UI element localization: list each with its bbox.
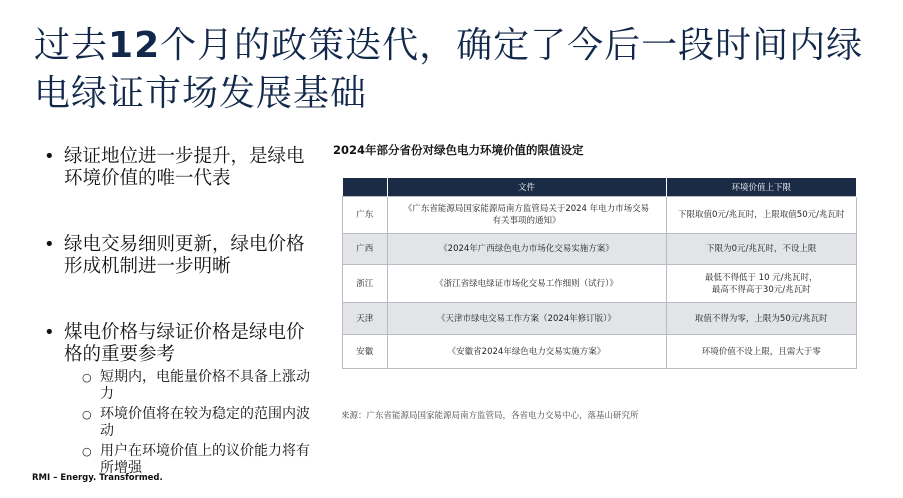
limit-cell: [666, 265, 857, 303]
bullet-item: • 绿证地位进一步提升，是绿电环境价值的唯一代表: [44, 146, 314, 190]
header-document: 文件: [387, 178, 666, 197]
province-cell: 广东: [343, 197, 388, 234]
sub-bullet-item: ○ 短期内，电能量价格不具备上涨动力: [82, 369, 314, 403]
limit-cell: 取值不得为零，上限为50元/兆瓦时: [666, 303, 857, 335]
title-number: 12: [108, 25, 161, 66]
bullet-list: [44, 146, 314, 477]
title-prefix: 过去: [34, 25, 109, 66]
document-cell: 《2024年广西绿色电力市场化交易实施方案》: [387, 234, 666, 265]
limit-line: 最高不得高于30元/兆瓦时: [711, 284, 811, 295]
limit-cell: 下限为0元/兆瓦时，不设上限: [666, 234, 857, 265]
province-cell: 天津: [343, 303, 388, 335]
header-value-limit: 环境价值上下限: [666, 178, 857, 197]
sub-bullet-item: ○ 环境价值将在较为稳定的范围内波动: [82, 406, 314, 440]
province-cell: 浙江: [343, 265, 388, 303]
document-line: 《广东省能源局国家能源局南方监管局关于2024 年电力市场交易: [403, 204, 650, 214]
province-cell: 安徽: [343, 335, 388, 369]
document-cell: 《浙江省绿电绿证市场化交易工作细则（试行）》: [387, 265, 666, 303]
policy-limits-table: [342, 178, 857, 369]
table-title: 2024年部分省份对绿色电力环境价值的限值设定: [333, 143, 584, 157]
footer-brand: RMI – Energy. Transformed.: [32, 473, 163, 483]
table-header-row: [343, 178, 857, 197]
document-cell: 《安徽省2024年绿色电力交易实施方案》: [387, 335, 666, 369]
table-row: [343, 234, 857, 265]
sub-bullet-item: ○ 用户在环境价值上的议价能力将有所增强: [82, 443, 314, 477]
document-line: 有关事项的通知》: [492, 216, 561, 226]
document-cell: 《天津市绿电交易工作方案（2024年修订版）》: [387, 303, 666, 335]
page-title: [34, 22, 874, 118]
table-row: [343, 265, 857, 303]
bullet-item: • 煤电价格与绿证价格是绿电价格的重要参考: [44, 322, 314, 366]
table-row: [343, 303, 857, 335]
title-suffix: 个月的政策迭代，确定了今后一段时间内绿电绿证市场发展基础: [34, 25, 864, 114]
limit-cell: 下限取值0元/兆瓦时，上限取值50元/兆瓦时: [666, 197, 857, 234]
table-row: [343, 197, 857, 234]
source-note: 来源：广东省能源局国家能源局南方监管局，各省电力交易中心，落基山研究所: [341, 411, 639, 421]
province-cell: 广西: [343, 234, 388, 265]
limit-cell: 环境价值不设上限，且需大于零: [666, 335, 857, 369]
table-row: [343, 335, 857, 369]
limit-line: 最低不得低于 10 元/兆瓦时，: [704, 272, 818, 283]
bullet-item: • 绿电交易细则更新，绿电价格形成机制进一步明晰: [44, 234, 314, 278]
document-cell: [387, 197, 666, 234]
header-province: [343, 178, 388, 197]
